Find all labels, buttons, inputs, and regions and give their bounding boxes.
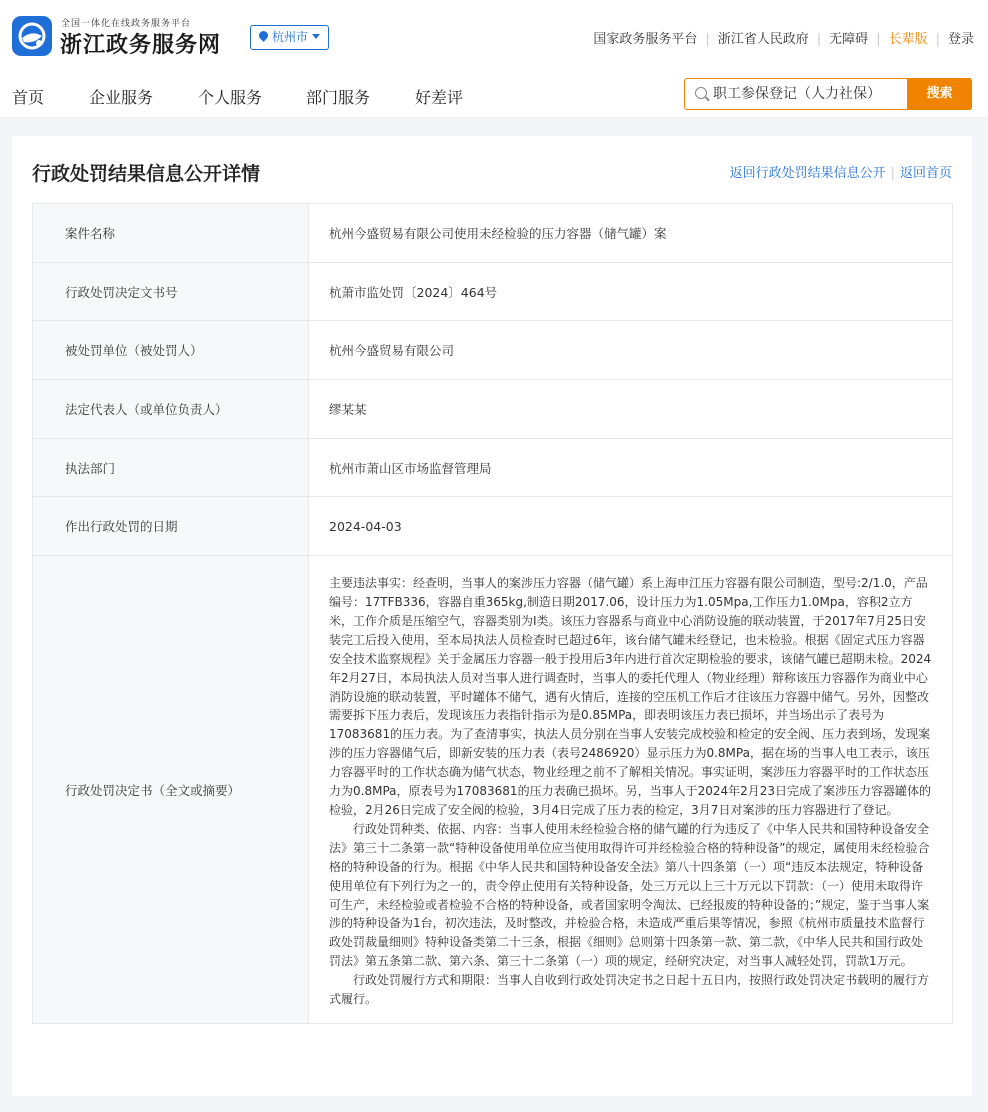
zhejiang-logo-icon[interactable] [12, 16, 52, 56]
link-national-platform[interactable]: 国家政务服务平台 [593, 32, 698, 47]
row-label: 行政处罚决定文书号 [33, 262, 309, 321]
nav-rating[interactable]: 好差评 [415, 88, 464, 107]
top-header [0, 0, 988, 72]
nav-department-services[interactable]: 部门服务 [306, 88, 371, 107]
search-icon [695, 87, 707, 99]
row-value: 杭州今盛贸易有限公司使用未经检验的压力容器（储气罐）案 [309, 204, 953, 263]
nav-personal-services[interactable]: 个人服务 [198, 88, 263, 107]
city-selector[interactable] [250, 25, 329, 50]
row-value: 缪某某 [309, 380, 953, 439]
logo-title[interactable]: 浙江政务服务网 [60, 33, 222, 58]
detail-card [12, 136, 972, 1096]
decision-paragraph-facts: 主要违法事实：经查明，当事人的案涉压力容器（储气罐）系上海申江压力容器有限公司制造，型号:2/1.0，产品编号：17TFB336，容器自重365kg,制造日期2017.06，设计压力为1.05Mpa,工作压力1.0Mpa，容积2立方米，工作介质是压缩空气，容器类别为Ⅰ类。该压力容器系与商业中心消防设施的联动装置，于2017年7月25日安装完工后投入使用，至本局执法人员检查时已超过6年，该台储气罐未经登记，也未检验。根据《固定式压力容器安全技术监察规程》关于金属压力容器一般于投用后3年内进行首次定期检验的要求，该储气罐已超期未检。2024年2月27日，本局执法人员对当事人进行调查时，当事人的委托代理人（物业经理）辩称该压力容器作为商业中心消防设施的联动装置，平时罐体不储气，遇有火情后，连接的空压机工作后才往该压力容器中储气。另外，因整改需要拆下压力表后，发现该压力表指针指示为是0.85MPa，即表明该压力表已损坏，并当场出示了表号为17083681的压力表。为了查清事实，执法人员分别在当事人安装完成校验和检定的安全阀、压力表到场，发现案涉的压力容器储气后，即新安装的压力表（表号2486920）显示压力为0.8MPa，据在场的当事人电工表示，该压力容器平时的工作状态确为储气状态，物业经理之前不了解相关情况。事实证明，案涉压力容器平时的工作状态压力为0.8MPa，原表号为17083681的压力表确已损坏。另，当事人于2024年2月23日完成了案涉压力容器罐体的检验，2月26日完成了安全阀的检验，3月4日完成了压力表的检定，3月7日对案涉的压力容器进行了登记。 [329, 576, 932, 817]
back-to-home-link[interactable]: 返回首页 [899, 166, 952, 181]
divider: | [816, 32, 822, 47]
divider: | [935, 32, 940, 47]
row-value: 杭州市萧山区市场监督管理局 [309, 438, 953, 497]
divider: | [876, 32, 881, 47]
detail-table [32, 203, 953, 1024]
row-value: 杭州今盛贸易有限公司 [309, 321, 953, 380]
table-row [33, 438, 953, 497]
nav-home[interactable]: 首页 [12, 88, 45, 107]
table-row [33, 380, 953, 439]
table-row [33, 497, 953, 556]
city-label: 杭州市 [272, 30, 309, 44]
divider: | [890, 166, 895, 181]
row-label: 案件名称 [33, 204, 309, 263]
page-title: 行政处罚结果信息公开详情 [32, 163, 261, 185]
table-row-decision [33, 556, 953, 1024]
nav-enterprise-services[interactable]: 企业服务 [89, 88, 154, 107]
back-to-list-link[interactable]: 返回行政处罚结果信息公开 [729, 166, 886, 181]
logo-subtitle: 全国一体化在线政务服务平台 [61, 19, 192, 29]
row-label: 行政处罚决定书（全文或摘要） [33, 556, 309, 1024]
table-row [33, 204, 953, 263]
location-pin-icon [257, 29, 270, 42]
search-box [684, 78, 972, 110]
row-label: 执法部门 [33, 438, 309, 497]
row-label: 法定代表人（或单位负责人） [33, 380, 309, 439]
divider: | [705, 32, 710, 47]
row-label: 被处罚单位（被处罚人） [33, 321, 309, 380]
row-value: 2024-04-03 [309, 497, 953, 556]
login-link[interactable]: 登录 [947, 32, 974, 47]
row-value: 杭萧市监处罚〔2024〕464号 [309, 262, 953, 321]
caret-down-icon [312, 34, 320, 39]
search-input[interactable] [713, 83, 903, 105]
main-nav [0, 72, 988, 118]
search-button[interactable]: 搜索 [907, 78, 972, 110]
top-links [593, 28, 974, 47]
link-accessibility[interactable]: 无障碍 [829, 32, 869, 47]
decision-paragraph-execution: 行政处罚履行方式和期限：当事人自收到行政处罚决定书之日起十五日内，按照行政处罚决定书载明的履行方式履行。 [329, 973, 930, 1007]
back-links [730, 162, 952, 181]
table-row [33, 262, 953, 321]
row-label: 作出行政处罚的日期 [33, 497, 309, 556]
table-row [33, 321, 953, 380]
link-elder-version[interactable]: 长辈版 [888, 32, 928, 47]
link-provincial-government[interactable]: 浙江省人民政府 [717, 32, 809, 47]
decision-paragraph-basis: 行政处罚种类、依据、内容：当事人使用未经检验合格的储气罐的行为违反了《中华人民共和国特种设备安全法》第三十二条第一款“特种设备使用单位应当使用取得许可并经检验合格的特种设备”的规定，属使用未经检验合格的特种设备的行为。根据《中华人民共和国特种设备安全法》第八十四条第（一）项“违反本法规定，特种设备使用单位有下列行为之一的，责令停止使用有关特种设备，处三万元以上三十万元以下罚款：（一）使用未取得许可生产，未经检验或者检验不合格的特种设备，或者国家明令淘汰、已经报废的特种设备的；”规定，鉴于当事人案涉的特种设备为1台，初次违法，及时整改，并检验合格，未造成严重后果等情况，参照《杭州市质量技术监督行政处罚裁量细则》特种设备类第二十三条，根据《细则》总则第十四条第一款、第二款，《中华人民共和国行政处罚法》第五条第二款、第六条、第三十二条第（一）项的规定，经研究决定，对当事人减轻处罚，罚款1万元。 [329, 821, 930, 969]
decision-text [309, 556, 953, 1024]
